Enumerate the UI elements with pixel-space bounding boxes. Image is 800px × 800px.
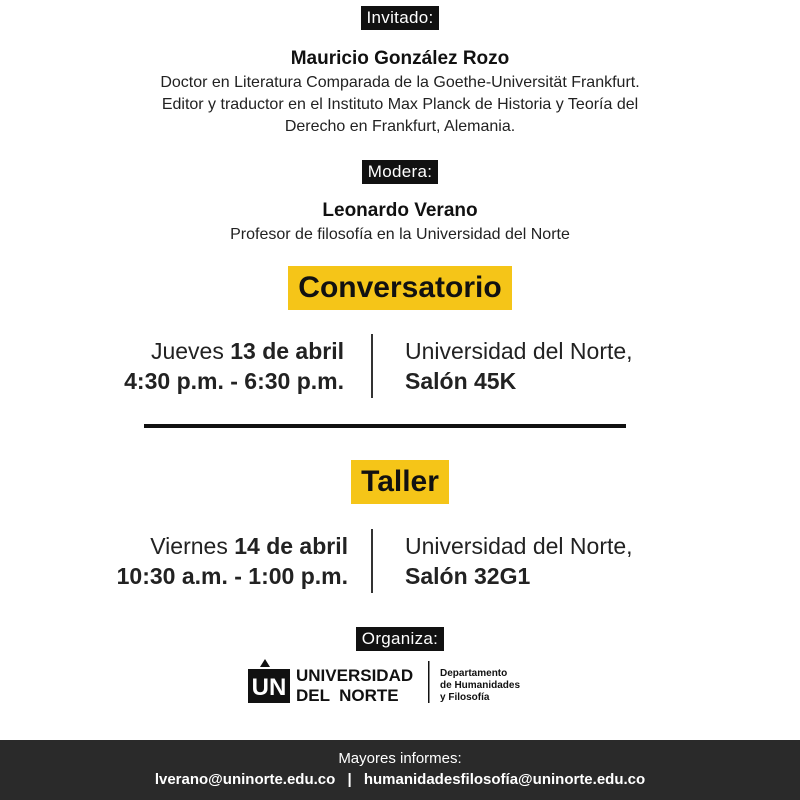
taller-when — [48, 531, 348, 591]
organizer-tag: Organiza: — [356, 627, 444, 651]
logo-line2: DEL NORTE — [296, 686, 399, 705]
conversatorio-day: Jueves — [150, 338, 231, 364]
taller-day: Viernes — [150, 533, 235, 559]
footer-email-1[interactable]: lverano@uninorte.edu.co — [154, 771, 336, 788]
footer-label: Mayores informes: — [338, 750, 462, 767]
department-line: y Filosofía — [440, 692, 490, 703]
moderator-name: Leonardo Verano — [322, 200, 478, 221]
moderator-tag: Modera: — [362, 160, 438, 184]
uninorte-logo — [248, 657, 552, 707]
logo-separator — [428, 661, 430, 703]
footer — [0, 740, 800, 800]
torch-flame-icon — [260, 659, 270, 667]
conversatorio-title-wrap — [0, 266, 800, 310]
logo-mark: UN — [251, 674, 287, 701]
conversatorio-when — [44, 336, 344, 396]
conversatorio-room: Salón 45K — [405, 368, 517, 394]
taller-title-wrap — [0, 460, 800, 504]
taller-date: 14 de abril — [234, 533, 348, 559]
guest-tag: Invitado: — [361, 6, 440, 30]
guest-bio-line: Editor y traductor en el Instituto Max Planck de Historia y Teoría del — [161, 96, 639, 113]
conversatorio-divider — [371, 334, 373, 398]
taller-venue: Universidad del Norte, — [405, 533, 633, 559]
conversatorio-where — [405, 336, 725, 396]
guest-bio — [0, 72, 800, 138]
taller-title: Taller — [351, 460, 449, 504]
organizer-tag-wrap — [0, 627, 800, 651]
moderator-bio: Profesor de filosofía en la Universidad del Norte — [230, 226, 570, 243]
footer-email-2[interactable]: humanidadesfilosofía@uninorte.edu.co — [363, 771, 646, 788]
section-divider — [144, 424, 626, 428]
conversatorio-date: 13 de abril — [230, 338, 344, 364]
conversatorio-title: Conversatorio — [288, 266, 511, 310]
taller-date-line — [48, 531, 348, 561]
guest-name: Mauricio González Rozo — [290, 48, 510, 69]
taller-time: 10:30 a.m. - 1:00 p.m. — [116, 563, 348, 589]
department-line: Departamento — [440, 668, 508, 679]
department-line: de Humanidades — [440, 680, 521, 691]
footer-contacts — [0, 769, 800, 791]
guest-bio-line: Derecho en Frankfurt, Alemania. — [284, 118, 516, 135]
conversatorio-time: 4:30 p.m. - 6:30 p.m. — [124, 368, 344, 394]
conversatorio-venue: Universidad del Norte, — [405, 338, 633, 364]
taller-where — [405, 531, 725, 591]
guest-tag-wrap — [0, 6, 800, 30]
guest-bio-line: Doctor en Literatura Comparada de la Goethe-Universität Frankfurt. — [160, 74, 640, 91]
taller-room: Salón 32G1 — [405, 563, 531, 589]
logo-line1: UNIVERSIDAD — [296, 666, 414, 685]
taller-divider — [371, 529, 373, 593]
footer-separator: | — [347, 771, 352, 788]
conversatorio-date-line — [44, 336, 344, 366]
moderator-tag-wrap — [0, 160, 800, 184]
